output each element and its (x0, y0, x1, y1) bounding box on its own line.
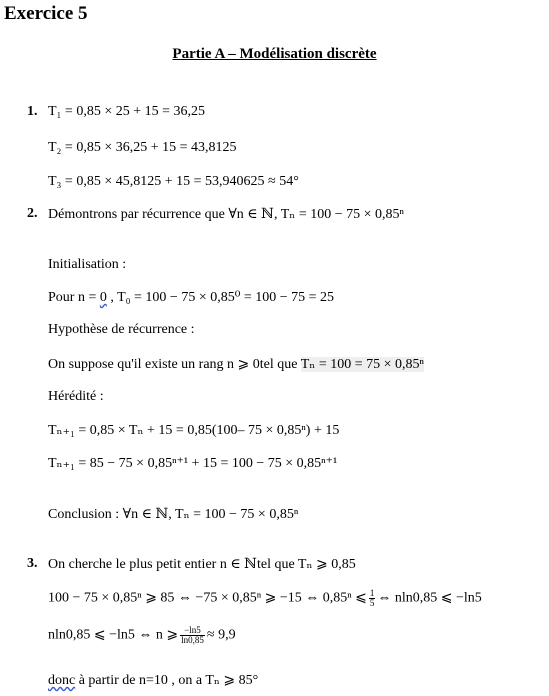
donc-word: donc (48, 673, 76, 688)
conclusion-line: Conclusion : ∀n ∈ ℕ, Tₙ = 100 − 75 × 0,85ⁿ (48, 507, 299, 522)
q3-line-1 (48, 589, 482, 608)
initialisation-line (48, 289, 334, 306)
q3-l1-left: 100 − 75 × 0,85ⁿ ⩾ 85 ⇔ −75 × 0,85ⁿ ⩾ −15 ⇔ 0,85ⁿ ⩽ (48, 590, 367, 606)
q3-l2-left: nln0,85 ⩽ −ln5 ⇔ n ⩾ (48, 627, 179, 643)
hypothesis-equation: Tₙ = 100 = 75 × 0,85ⁿ (300, 357, 424, 372)
q3-final: à partir de n=10 , on a Tₙ ⩾ 85° (75, 673, 259, 688)
q1-line-1: T₁ = 0,85 × 25 + 15 = 36,25 (48, 104, 206, 119)
hypothesis-line (48, 356, 424, 373)
heredity-line-1: Tₙ₊₁ = 0,85 × Tₙ + 15 = 0,85(100– 75 × 0,85ⁿ) + 15 (48, 423, 340, 438)
hypothesis-text: On suppose qu'il existe un rang n ⩾ 0tel que (48, 357, 301, 372)
fraction-denominator: ln0,85 (181, 635, 204, 645)
fraction-ln (180, 626, 205, 645)
fraction-numerator: −ln5 (180, 626, 205, 636)
init-zero: 0 (99, 290, 107, 305)
q3-statement: On cherche le plus petit entier n ∈ ℕtel que Tₙ ⩾ 0,85 (48, 557, 356, 572)
hypothesis-label: Hypothèse de récurrence : (48, 322, 195, 337)
q1-line-2: T₂ = 0,85 × 36,25 + 15 = 43,8125 (48, 140, 237, 155)
heredity-label: Hérédité : (48, 389, 104, 404)
init-prefix: Pour n = (48, 290, 100, 305)
q3-line-3 (48, 672, 258, 689)
fraction-denominator: 5 (369, 598, 375, 608)
initialisation-label: Initialisation : (48, 257, 127, 272)
question-2-number: 2. (27, 206, 38, 221)
exercise-title: Exercice 5 (4, 3, 88, 24)
part-heading: Partie A – Modélisation discrète (172, 46, 377, 62)
fraction-numerator: 1 (369, 588, 375, 598)
q3-line-2 (48, 626, 236, 645)
question-1-number: 1. (27, 104, 38, 119)
question-3-number: 3. (27, 556, 38, 571)
q3-l2-right: ≈ 9,9 (206, 627, 236, 643)
heredity-line-2: Tₙ₊₁ = 85 − 75 × 0,85ⁿ⁺¹ + 15 = 100 − 75 × 0,85ⁿ⁺¹ (48, 456, 338, 471)
q2-statement: Démontrons par récurrence que ∀n ∈ ℕ, Tₙ = 100 − 75 × 0,85ⁿ (48, 207, 404, 222)
init-rest: , T₀ = 100 − 75 × 0,85⁰ = 100 − 75 = 25 (106, 290, 335, 305)
fraction-one-fifth (369, 589, 376, 608)
q3-l1-right: ⇔ nln0,85 ⩽ −ln5 (377, 590, 482, 606)
q1-line-3: T₃ = 0,85 × 45,8125 + 15 = 53,940625 ≈ 54° (48, 174, 299, 189)
